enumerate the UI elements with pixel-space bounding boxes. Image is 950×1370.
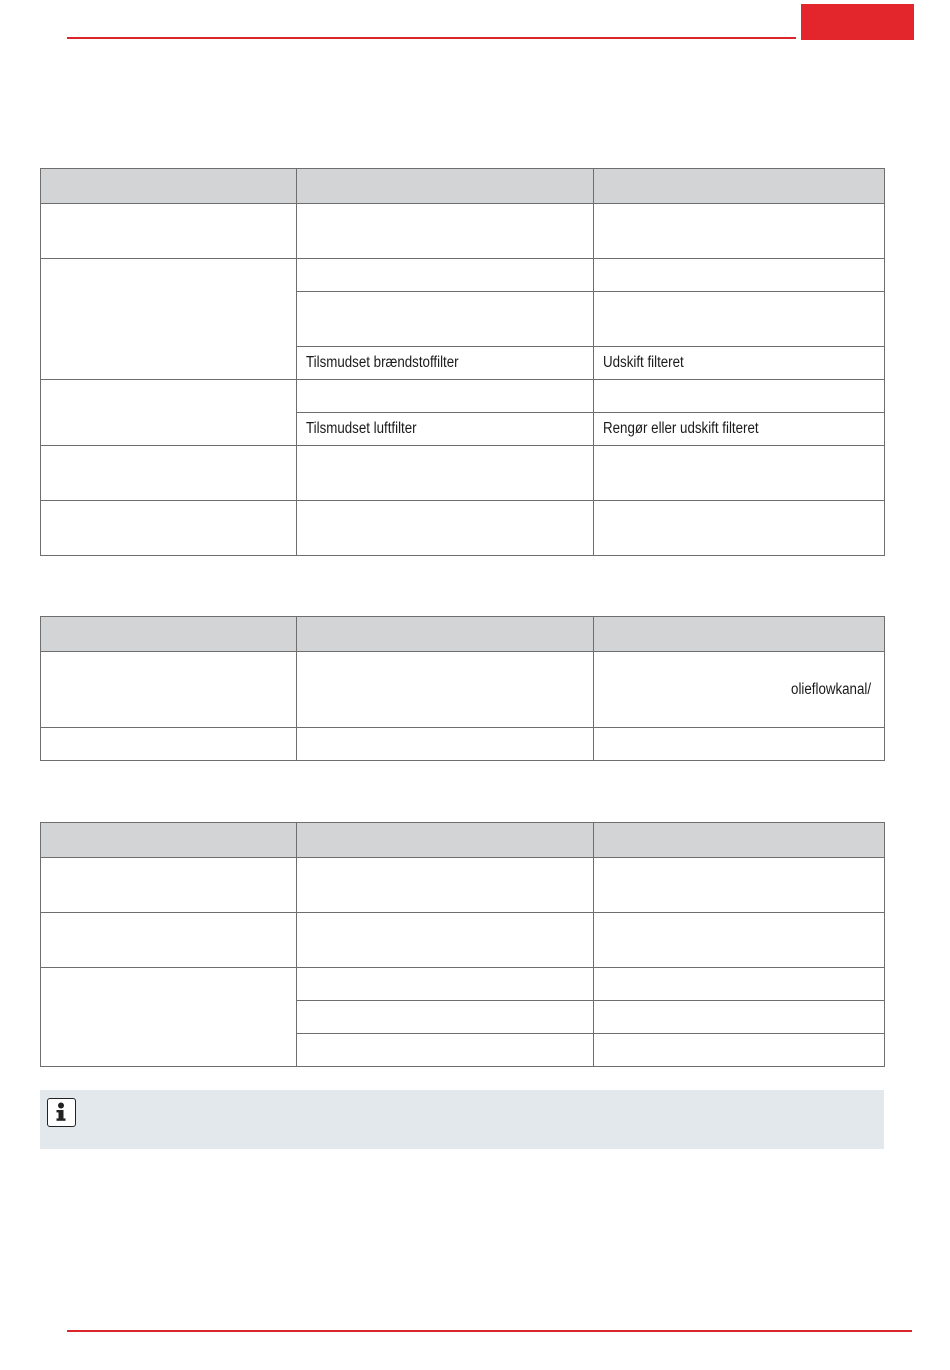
table-row: [41, 858, 885, 913]
header-cell: [594, 823, 885, 858]
table-cell: [297, 728, 594, 761]
cause-air-filter: Tilsmudset luftfilter: [306, 420, 417, 437]
header-cell: [41, 617, 297, 652]
table-row: [41, 380, 885, 413]
table-cell: [41, 652, 297, 728]
table-cell: [41, 204, 297, 259]
table-cell: [594, 292, 885, 347]
header-rule: [67, 37, 796, 39]
table-cell: [594, 913, 885, 968]
table-cell: [297, 913, 594, 968]
table-cell: [297, 858, 594, 913]
table-cell: [297, 380, 594, 413]
table-row: [41, 501, 885, 556]
table-cell: [297, 259, 594, 292]
table-row: [41, 968, 885, 1001]
header-cell: [594, 169, 885, 204]
remedy-oil-flow-channel: olieflowkanal/: [790, 680, 871, 698]
table-cell: [594, 501, 885, 556]
table-cell: [594, 968, 885, 1001]
header-cell: [41, 823, 297, 858]
table-cell: [594, 446, 885, 501]
info-note: [40, 1090, 884, 1149]
table-cell: [297, 413, 594, 446]
header-cell: [297, 823, 594, 858]
table-row: [41, 652, 885, 728]
troubleshooting-table-2: [40, 616, 885, 761]
table-row: [41, 259, 885, 292]
table-cell: [41, 446, 297, 501]
table-cell: [297, 347, 594, 380]
info-glyph: [48, 1099, 74, 1125]
info-icon: [47, 1098, 76, 1127]
table-cell: [594, 347, 885, 380]
table-cell: [594, 728, 885, 761]
table-cell: [297, 446, 594, 501]
table-cell: [594, 259, 885, 292]
table-row: [41, 446, 885, 501]
table-cell: [297, 292, 594, 347]
section-tab: [801, 4, 914, 40]
table-cell: [297, 501, 594, 556]
table-cell: [594, 1001, 885, 1034]
table-cell: [41, 968, 297, 1067]
table-cell: [297, 1001, 594, 1034]
table-cell: [594, 1034, 885, 1067]
table-cell: [594, 858, 885, 913]
table-cell: [41, 858, 297, 913]
table-header-row: [41, 169, 885, 204]
table-cell: [41, 380, 297, 446]
table-row: [41, 728, 885, 761]
header-cell: [297, 169, 594, 204]
footer-rule: [67, 1330, 912, 1332]
table-cell: [594, 652, 885, 728]
header-cell: [594, 617, 885, 652]
table-row: [41, 204, 885, 259]
table-cell: [41, 728, 297, 761]
troubleshooting-table-3: [40, 822, 885, 1067]
table-cell: [41, 913, 297, 968]
troubleshooting-table-1: [40, 168, 885, 556]
table-header-row: [41, 617, 885, 652]
remedy-clean-or-replace: Rengør eller udskift filteret: [603, 420, 759, 437]
header-cell: [297, 617, 594, 652]
remedy-replace-filter: Udskift filteret: [603, 354, 684, 371]
table-cell: [297, 968, 594, 1001]
table-cell: [594, 204, 885, 259]
table-row: [41, 913, 885, 968]
table-header-row: [41, 823, 885, 858]
table-cell: [41, 259, 297, 380]
header-cell: [41, 169, 297, 204]
table-cell: [297, 652, 594, 728]
table-cell: [297, 204, 594, 259]
table-cell: [297, 1034, 594, 1067]
cause-fuel-filter: Tilsmudset brændstoffilter: [306, 354, 459, 371]
table-cell: [594, 380, 885, 413]
table-cell: [41, 501, 297, 556]
table-cell: [594, 413, 885, 446]
